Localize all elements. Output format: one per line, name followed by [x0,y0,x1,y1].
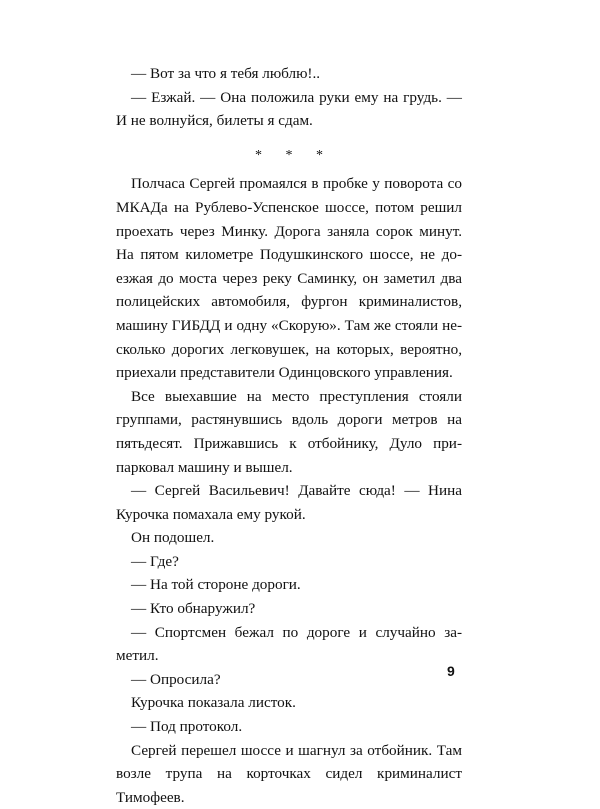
book-page-text [116,62,462,809]
paragraph: — Кто обнаружил? [131,600,256,618]
paragraph: — Сергей Васильевич! Давайте сюда! — Нина Курочка помахала ему рукой. [116,482,462,523]
paragraph: Сергей перешел шоссе и шагнул за отбойник. Там возле трупа на корточках сидел криминалист Тимофеев. [116,741,462,806]
paragraph: Он подошел. [131,529,215,547]
paragraph: — Где? [131,552,179,570]
paragraph: — Вот за что я тебя люблю!.. [131,65,321,82]
paragraph: Все выехавшие на место преступления стояли группами, растянувшись вдоль дороги метров на пятьдесят. Прижавшись к отбойнику, Дуло припарковал машину и вышел. [116,387,462,476]
paragraph: Курочка показала листок. [131,694,296,712]
paragraph: — Спортсмен бежал по дороге и случайно заметил. [116,623,462,665]
paragraph: — Опросила? [131,670,221,688]
paragraph: — На той стороне дороги. [131,576,301,594]
paragraph: Полчаса Сергей промаялся в пробке у поворота со МКАДа на Рублево-Успенское шоссе, потом решил проехать через Минку. Дорога заняла сорок минут. На пятом километре Подушкинского шоссе, не доезжая до моста через реку Саминку, он заметил два полицейских автомобиля, фургон криминалистов, машину ГИБДД и одну «Скорую». Там же стояли несколько дорогих легковушек, на которых, вероятно, приехали представители Одинцовского управления. [116,175,462,382]
page-number: 9 [447,663,455,679]
paragraph: — Под протокол. [131,718,243,736]
section-break: * * * [255,147,333,163]
paragraph: — Езжай. — Она положила руки ему на грудь. — И не волнуйся, билеты я сдам. [116,88,462,130]
